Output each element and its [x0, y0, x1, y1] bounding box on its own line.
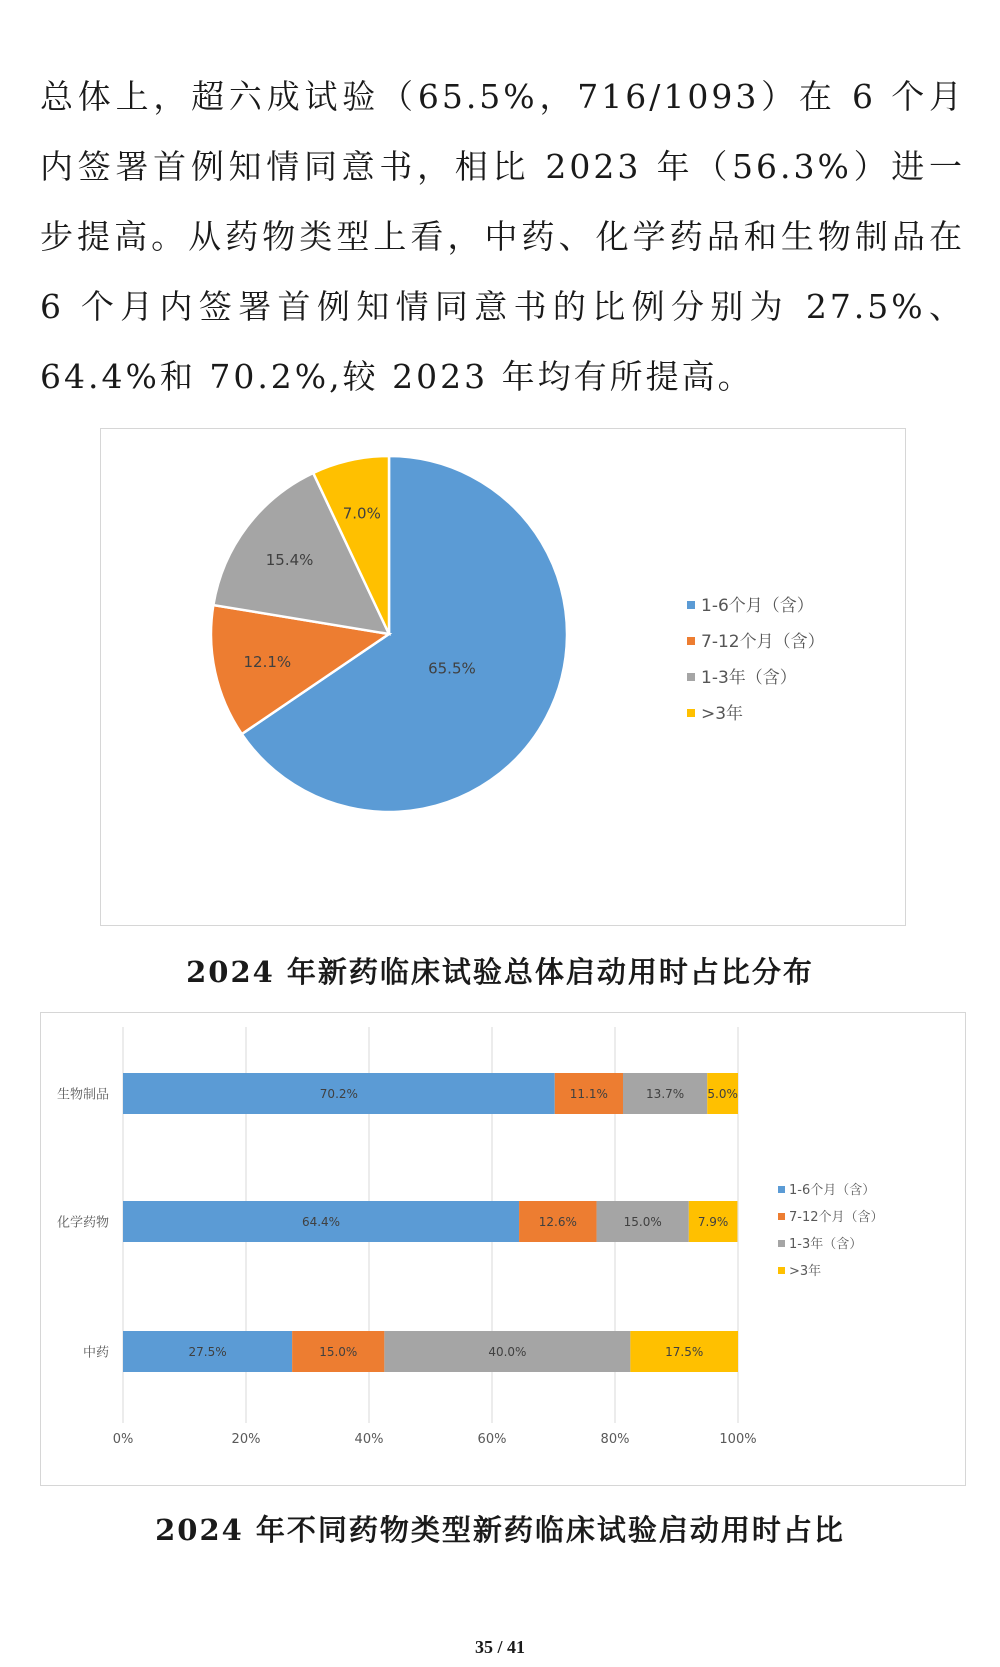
pie-legend-swatch-1 [687, 601, 695, 609]
pie-data-label-2: 12.1% [243, 652, 292, 671]
bar-xtick-label: 80% [600, 1432, 630, 1447]
bar-data-label: 12.6% [538, 1215, 577, 1229]
pie-legend-label-1: 1-6个月（含） [701, 596, 814, 616]
pie-legend-swatch-4 [687, 709, 695, 717]
pie-chart [101, 429, 905, 925]
bar-legend-swatch-1 [778, 1186, 785, 1193]
bar-category-label: 生物制品 [56, 1087, 109, 1103]
pie-chart-caption: 2024 年新药临床试验总体启动用时占比分布 [186, 955, 814, 989]
bar-data-label: 70.2% [319, 1087, 358, 1101]
pie-legend-label-2: 7-12个月（含） [701, 632, 825, 652]
bar-legend-label-3: 1-3年（含） [789, 1237, 863, 1252]
bar-category-label: 化学药物 [56, 1215, 109, 1231]
pie-data-label-1: 65.5% [428, 659, 476, 678]
bar-data-label: 5.0% [707, 1087, 738, 1101]
bar-data-label: 40.0% [488, 1345, 527, 1359]
bar-legend-swatch-3 [778, 1240, 785, 1247]
bar-chart-frame [40, 1012, 966, 1486]
bar-data-label: 15.0% [319, 1345, 358, 1359]
body-paragraph: 总体上，超六成试验（65.5%，716/1093）在 6 个月内签署首例知情同意书，相比 2023 年（56.3%）进一步提高。从药物类型上看，中药、化学药品和生物制品在 6 个月内签署首例知情同意书的比例分别为 27.5%、64.4%和 70.2%,较 2023 年均有所提高。 [40, 77, 965, 396]
bar-data-label: 17.5% [665, 1345, 704, 1359]
page-number: 35 / 41 [474, 1637, 525, 1657]
bar-legend-label-4: >3年 [789, 1264, 822, 1279]
bar-data-label: 64.4% [301, 1215, 341, 1229]
bar-xtick-label: 60% [477, 1432, 507, 1447]
bar-data-label: 11.1% [569, 1087, 608, 1101]
bar-data-label: 27.5% [188, 1345, 227, 1359]
pie-data-label-4: 7.0% [342, 504, 381, 523]
bar-xtick-label: 20% [231, 1432, 261, 1447]
bar-xtick-label: 100% [719, 1432, 757, 1447]
bar-legend-label-2: 7-12个月（含） [789, 1210, 884, 1225]
bar-category-label: 中药 [82, 1345, 109, 1361]
bar-chart [41, 1013, 965, 1485]
pie-data-label-3: 15.4% [265, 550, 314, 569]
bar-xtick-label: 40% [354, 1432, 384, 1447]
bar-xtick-label: 0% [112, 1432, 134, 1447]
bar-data-label: 7.9% [697, 1215, 729, 1229]
bar-data-label: 13.7% [646, 1087, 685, 1101]
bar-legend-swatch-4 [778, 1267, 785, 1274]
pie-chart-frame [100, 428, 906, 926]
pie-legend-label-4: >3年 [701, 704, 744, 724]
bar-data-label: 15.0% [623, 1215, 662, 1229]
pie-legend-label-3: 1-3年（含） [701, 668, 797, 688]
pie-legend-swatch-2 [687, 637, 695, 645]
bar-legend-swatch-2 [778, 1213, 785, 1220]
pie-legend-swatch-3 [687, 673, 695, 681]
bar-legend-label-1: 1-6个月（含） [789, 1183, 876, 1198]
bar-chart-caption: 2024 年不同药物类型新药临床试验启动用时占比 [155, 1513, 845, 1547]
